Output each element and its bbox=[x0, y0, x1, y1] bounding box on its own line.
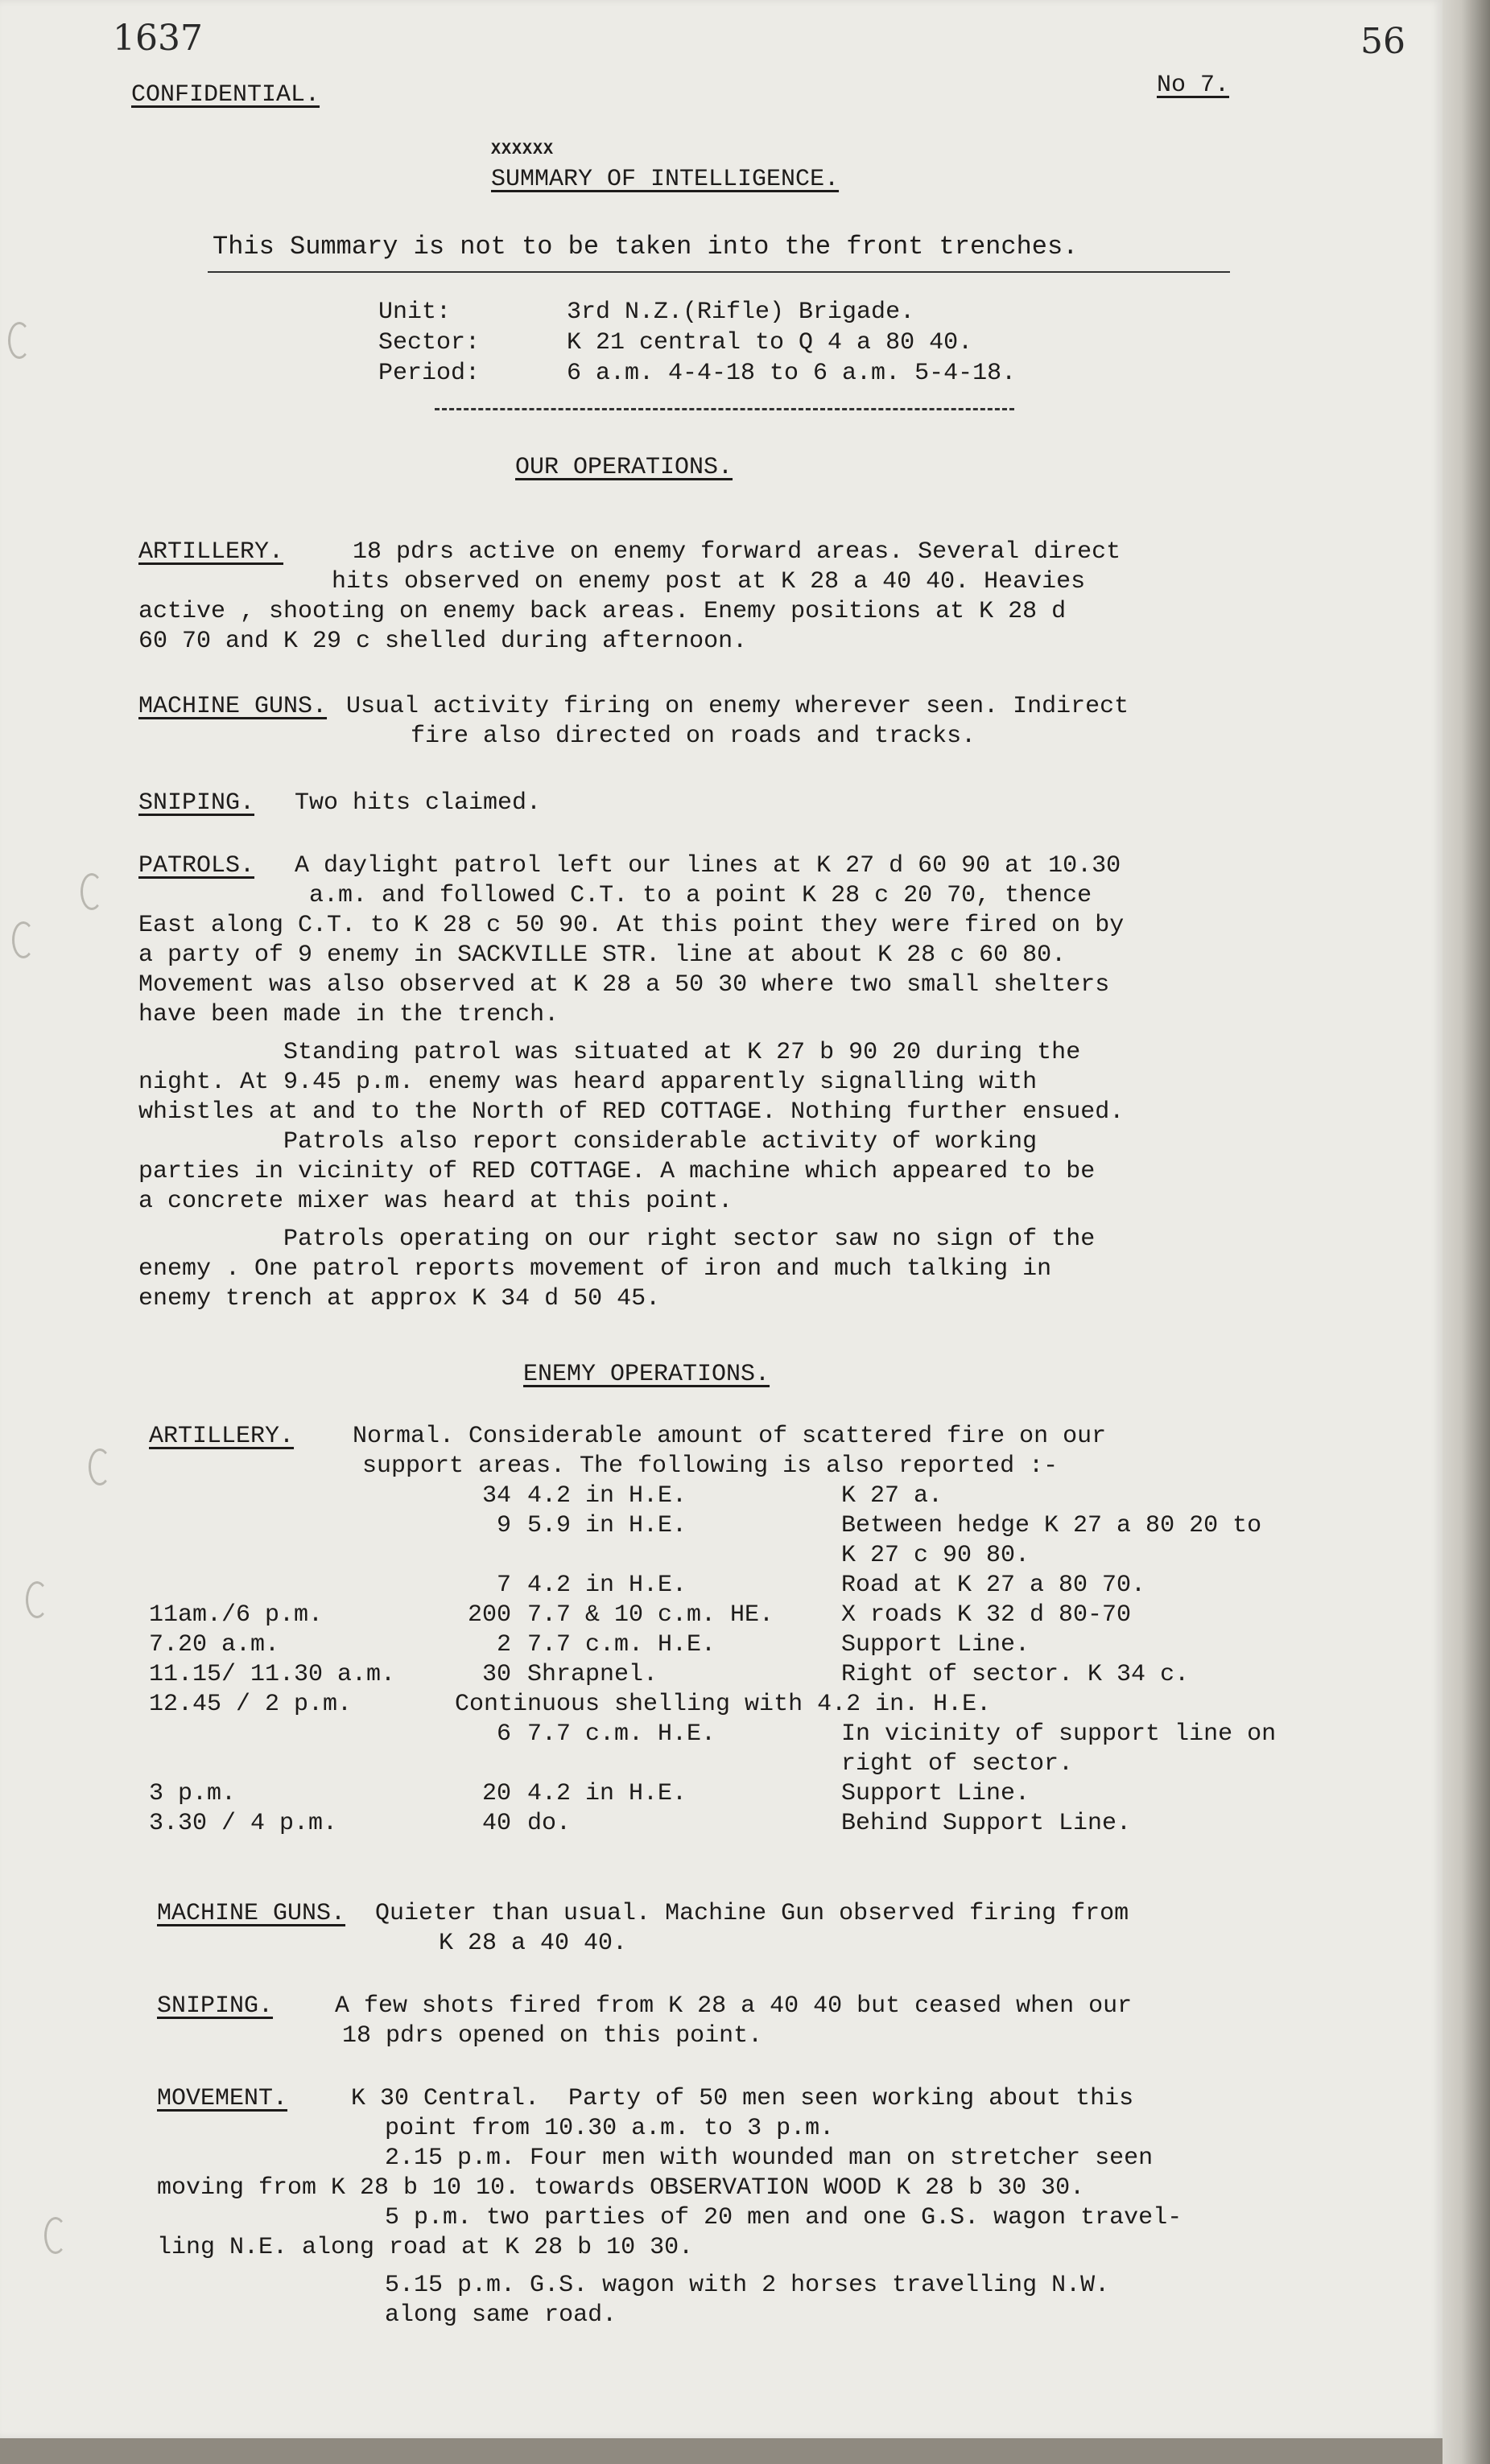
sector-label: Sector: bbox=[378, 329, 481, 356]
patrols-line: night. At 9.45 p.m. enemy was heard apparently signalling with bbox=[138, 1069, 1038, 1096]
shelling-location: Behind Support Line. bbox=[841, 1810, 1132, 1837]
enemy-sniping-line: 18 pdrs opened on this point. bbox=[342, 2022, 763, 2050]
patrols-line: Patrols operating on our right sector saw no sign of the bbox=[138, 1226, 1096, 1253]
movement-line: moving from K 28 b 10 10. towards OBSERVATION WOOD K 28 b 30 30. bbox=[157, 2174, 1085, 2202]
shelling-count bbox=[455, 1541, 527, 1571]
punch-hole bbox=[8, 322, 31, 359]
shelling-calibre bbox=[527, 1749, 841, 1779]
shelling-calibre: 7.7 & 10 c.m. HE. bbox=[527, 1601, 774, 1629]
shelling-calibre: 7.7 c.m. H.E. bbox=[527, 1631, 716, 1658]
unit-label: Unit: bbox=[378, 299, 452, 326]
our-machine-guns-line: fire also directed on roads and tracks. bbox=[411, 723, 976, 750]
shelling-time bbox=[149, 1720, 455, 1749]
reference-number: 1637 bbox=[113, 18, 203, 59]
shelling-calibre: 4.2 in H.E. bbox=[527, 1780, 687, 1807]
shelling-time bbox=[149, 1749, 455, 1779]
shelling-time: 7.20 a.m. bbox=[149, 1631, 280, 1658]
shelling-location: K 27 c 90 80. bbox=[841, 1542, 1030, 1569]
movement-line: point from 10.30 a.m. to 3 p.m. bbox=[225, 2115, 835, 2142]
shelling-time bbox=[149, 1571, 455, 1601]
document-number: No 7. bbox=[1157, 72, 1230, 99]
patrols-line: enemy . One patrol reports movement of iron and much talking in bbox=[138, 1255, 1052, 1283]
shelling-count: 34 bbox=[481, 1482, 511, 1510]
shelling-row bbox=[149, 1809, 1437, 1839]
patrols-line: Patrols also report considerable activity of working bbox=[138, 1128, 1038, 1156]
classification-label: CONFIDENTIAL. bbox=[131, 81, 320, 109]
movement-label: MOVEMENT. bbox=[157, 2085, 288, 2112]
movement-line: 5.15 p.m. G.S. wagon with 2 horses travelling N.W. bbox=[225, 2272, 1110, 2299]
patrols-line: enemy trench at approx K 34 d 50 45. bbox=[138, 1285, 661, 1312]
shelling-location: Road at K 27 a 80 70. bbox=[841, 1572, 1146, 1599]
our-sniping-label: SNIPING. bbox=[138, 789, 255, 817]
struck-text: XXXXXX bbox=[491, 141, 555, 159]
shelling-row bbox=[149, 1749, 1437, 1779]
document-title: SUMMARY OF INTELLIGENCE. bbox=[491, 166, 840, 193]
enemy-machine-guns-label: MACHINE GUNS. bbox=[157, 1900, 346, 1927]
shelling-time: 3.30 / 4 p.m. bbox=[149, 1810, 338, 1837]
shelling-time: 11.15/ 11.30 a.m. bbox=[149, 1661, 396, 1688]
shelling-calibre: Shrapnel. bbox=[527, 1661, 658, 1688]
shelling-location: Between hedge K 27 a 80 20 to bbox=[841, 1512, 1262, 1539]
page-number: 56 bbox=[1360, 21, 1405, 62]
period-value: 6 a.m. 4-4-18 to 6 a.m. 5-4-18. bbox=[567, 360, 1017, 387]
our-artillery-line: active , shooting on enemy back areas. Enemy positions at K 28 d bbox=[138, 598, 1067, 625]
shelling-row bbox=[149, 1660, 1437, 1690]
shelling-count: 200 bbox=[467, 1601, 511, 1629]
shelling-location: K 27 a. bbox=[841, 1482, 943, 1510]
enemy-machine-guns-line: Quieter than usual. Machine Gun observed firing from bbox=[346, 1900, 1129, 1927]
shelling-location: Support Line. bbox=[841, 1780, 1030, 1807]
shelling-calibre: 5.9 in H.E. bbox=[527, 1512, 687, 1539]
patrols-label: PATROLS. bbox=[138, 852, 255, 880]
patrols-line: a party of 9 enemy in SACKVILLE STR. line at about K 28 c 60 80. bbox=[138, 942, 1067, 969]
our-artillery-line: 18 pdrs active on enemy forward areas. Several direct bbox=[338, 538, 1121, 566]
shelling-count: 40 bbox=[481, 1810, 511, 1837]
patrols-line: parties in vicinity of RED COTTAGE. A machine which appeared to be bbox=[138, 1158, 1096, 1185]
shelling-location: In vicinity of support line on bbox=[841, 1720, 1277, 1748]
enemy-artillery-line: Normal. Considerable amount of scattered fire on our bbox=[338, 1423, 1107, 1450]
movement-line: 2.15 p.m. Four men with wounded man on stretcher seen bbox=[225, 2145, 1154, 2172]
shelling-count: 7 bbox=[496, 1572, 511, 1599]
dashed-divider bbox=[435, 408, 1014, 410]
enemy-sniping-label: SNIPING. bbox=[157, 1992, 274, 2020]
patrols-line: East along C.T. to K 28 c 50 90. At this point they were fired on by bbox=[138, 912, 1125, 939]
shelling-time: 11am./6 p.m. bbox=[149, 1601, 324, 1629]
patrols-line: a.m. and followed C.T. to a point K 28 c 20 70, thence bbox=[208, 882, 1092, 909]
our-artillery-line: 60 70 and K 29 c shelled during afternoon. bbox=[138, 628, 748, 655]
warning-line: This Summary is not to be taken into the front trenches. bbox=[213, 232, 1079, 262]
patrols-line: Standing patrol was situated at K 27 b 90 20 during the bbox=[138, 1039, 1081, 1066]
shelling-table bbox=[149, 1481, 1437, 1839]
sector-value: K 21 central to Q 4 a 80 40. bbox=[567, 329, 973, 356]
shelling-location: Right of sector. K 34 c. bbox=[841, 1661, 1190, 1688]
shelling-calibre: 7.7 c.m. H.E. bbox=[527, 1720, 716, 1748]
shelling-row bbox=[149, 1720, 1437, 1749]
movement-line: ling N.E. along road at K 28 b 10 30. bbox=[157, 2234, 694, 2261]
our-machine-guns-label: MACHINE GUNS. bbox=[138, 693, 328, 720]
shelling-row bbox=[149, 1481, 1437, 1511]
our-artillery-line: hits observed on enemy post at K 28 a 40 40. Heavies bbox=[332, 568, 1086, 595]
enemy-sniping-line: A few shots fired from K 28 a 40 40 but ceased when our bbox=[306, 1992, 1133, 2020]
shelling-location: X roads K 32 d 80-70 bbox=[841, 1601, 1132, 1629]
enemy-operations-heading: ENEMY OPERATIONS. bbox=[523, 1361, 770, 1388]
page-edge bbox=[1443, 0, 1490, 2464]
shelling-row bbox=[149, 1571, 1437, 1601]
punch-hole bbox=[89, 1448, 111, 1485]
shelling-count: 9 bbox=[496, 1512, 511, 1539]
punch-hole bbox=[26, 1581, 48, 1618]
shelling-row bbox=[149, 1601, 1437, 1630]
our-sniping-text: Two hits claimed. bbox=[266, 789, 542, 817]
movement-line: along same road. bbox=[225, 2301, 617, 2329]
shelling-row bbox=[149, 1511, 1437, 1541]
shelling-time bbox=[149, 1481, 455, 1511]
movement-line: 5 p.m. two parties of 20 men and one G.S. wagon travel- bbox=[225, 2204, 1183, 2231]
shelling-time bbox=[149, 1541, 455, 1571]
shelling-row bbox=[149, 1541, 1437, 1571]
shelling-calibre: 4.2 in H.E. bbox=[527, 1572, 687, 1599]
shelling-time: 3 p.m. bbox=[149, 1780, 237, 1807]
patrols-line: Movement was also observed at K 28 a 50 30 where two small shelters bbox=[138, 971, 1110, 999]
shelling-calibre: 4.2 in H.E. bbox=[527, 1482, 687, 1510]
shelling-count: 30 bbox=[481, 1661, 511, 1688]
shelling-time bbox=[149, 1511, 455, 1541]
shelling-count: 6 bbox=[496, 1720, 511, 1748]
enemy-artillery-line: support areas. The following is also reported :- bbox=[362, 1452, 1059, 1480]
patrols-line: a concrete mixer was heard at this point. bbox=[138, 1188, 733, 1215]
shelling-count: 20 bbox=[481, 1780, 511, 1807]
punch-hole bbox=[80, 873, 103, 910]
shelling-location: right of sector. bbox=[841, 1750, 1074, 1778]
shelling-count bbox=[455, 1749, 527, 1779]
our-operations-heading: OUR OPERATIONS. bbox=[515, 454, 733, 481]
our-machine-guns-line: Usual activity firing on enemy wherever seen. Indirect bbox=[332, 693, 1129, 720]
shelling-row bbox=[149, 1630, 1437, 1660]
patrols-line: have been made in the trench. bbox=[138, 1001, 559, 1028]
movement-line: K 30 Central. Party of 50 men seen working about this bbox=[322, 2085, 1134, 2112]
unit-value: 3rd N.Z.(Rifle) Brigade. bbox=[567, 299, 915, 326]
shelling-calibre: Continuous shelling with 4.2 in. H.E. bbox=[455, 1691, 992, 1718]
patrols-line: whistles at and to the North of RED COTTAGE. Nothing further ensued. bbox=[138, 1098, 1125, 1126]
shelling-calibre: do. bbox=[527, 1810, 572, 1837]
enemy-artillery-label: ARTILLERY. bbox=[149, 1423, 295, 1450]
shelling-calibre bbox=[527, 1541, 841, 1571]
period-label: Period: bbox=[378, 360, 481, 387]
shelling-row bbox=[149, 1779, 1437, 1809]
our-artillery-label: ARTILLERY. bbox=[138, 538, 284, 566]
warning-underline bbox=[208, 271, 1230, 273]
punch-hole bbox=[44, 2217, 67, 2254]
shelling-row bbox=[149, 1690, 1437, 1720]
shelling-time: 12.45 / 2 p.m. bbox=[149, 1691, 353, 1718]
punch-hole bbox=[12, 921, 35, 958]
shelling-count: 2 bbox=[496, 1631, 511, 1658]
shelling-location: Support Line. bbox=[841, 1631, 1030, 1658]
enemy-machine-guns-line: K 28 a 40 40. bbox=[439, 1930, 628, 1957]
patrols-line: A daylight patrol left our lines at K 27 d 60 90 at 10.30 bbox=[266, 852, 1121, 880]
